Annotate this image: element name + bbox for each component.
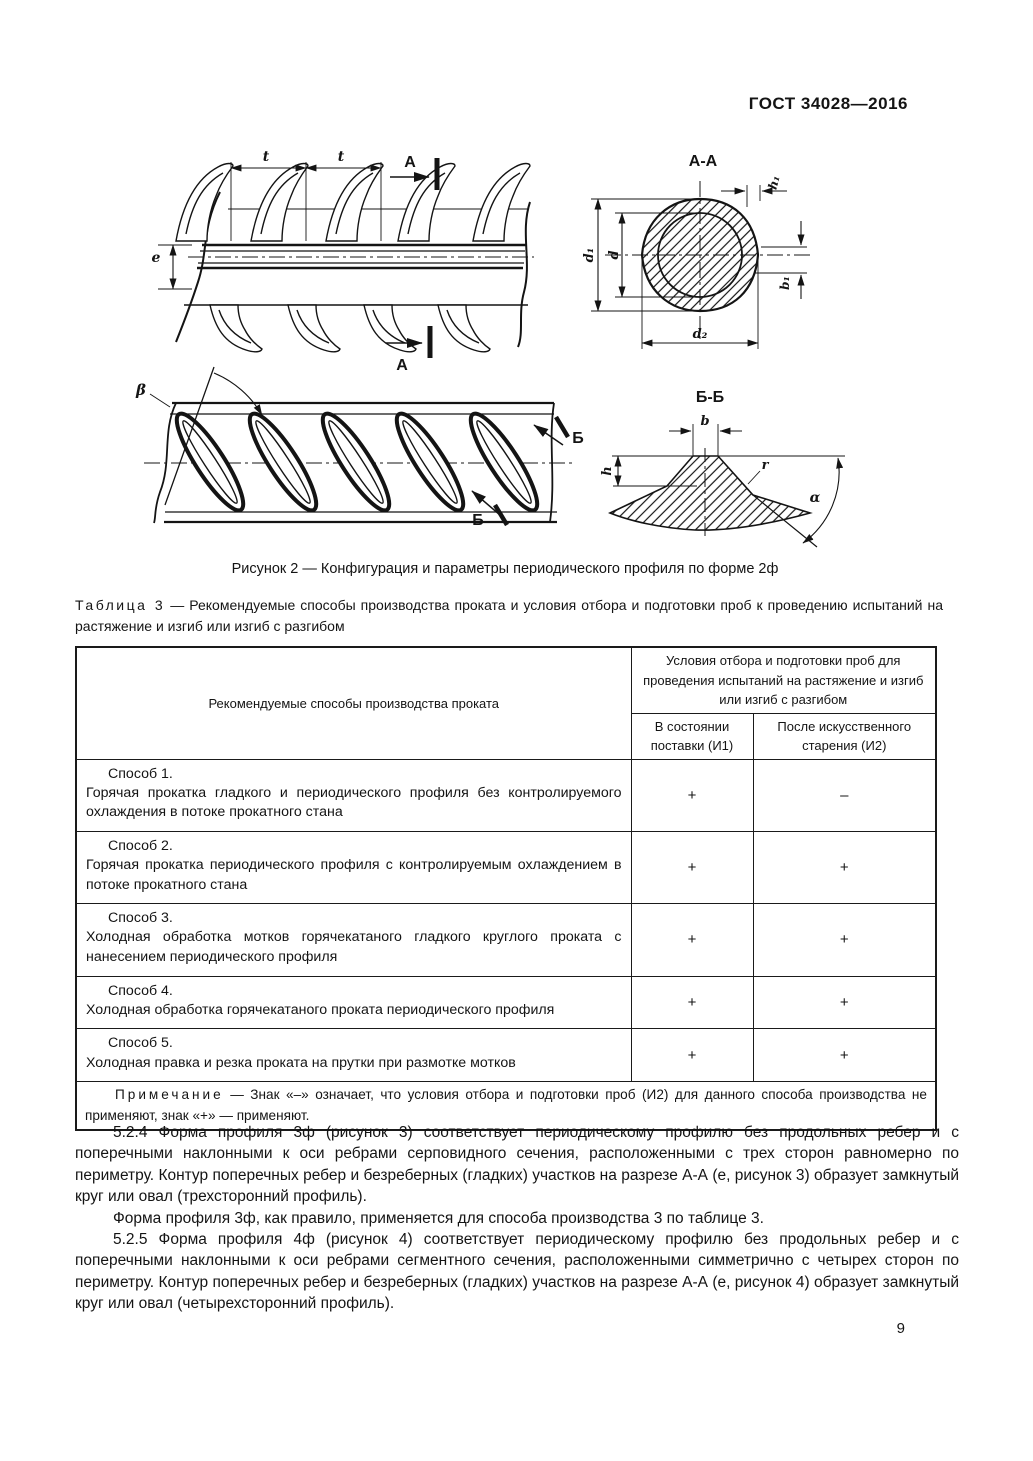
dim-h1-label: h₁ (765, 173, 783, 192)
method-title: Способ 3. (108, 910, 173, 927)
cross-section-shape (605, 181, 810, 341)
section-aa-drawing (575, 143, 960, 373)
document-number: ГОСТ 34028—2016 (748, 94, 908, 113)
i1-mark: + (631, 759, 753, 831)
section-b-label: Б (572, 430, 584, 447)
section-bb-drawing (585, 378, 975, 558)
e-dimension (158, 245, 192, 289)
column-header-i2: После искусственного старения (И2) (753, 713, 936, 759)
i2-mark: + (753, 976, 936, 1029)
i2-mark: + (753, 904, 936, 976)
table-row (76, 976, 936, 1029)
method-cell (76, 904, 631, 976)
dim-t2-label: t (337, 149, 345, 165)
method-title: Способ 4. (108, 982, 173, 999)
transverse-ribs-bottom (210, 305, 490, 352)
table-header-row-1 (76, 647, 936, 713)
i1-mark: + (631, 831, 753, 903)
dim-alpha-label: α (809, 490, 821, 506)
table-row (76, 904, 936, 976)
body-paragraphs (75, 1122, 959, 1314)
section-a-label: А (396, 357, 408, 372)
method-cell (76, 1029, 631, 1082)
column-header-group: Условия отбора и подготовки проб для проведения испытаний на растяжение и изгиб или изгиб с разгибом (631, 647, 936, 713)
production-methods-table (75, 646, 937, 1131)
i1-mark: + (631, 904, 753, 976)
dim-r-label: r (761, 458, 769, 473)
dim-b1-label: b₁ (778, 276, 792, 290)
column-header-method: Рекомендуемые способы производства проката (76, 647, 631, 759)
i2-mark: + (753, 831, 936, 903)
method-cell (76, 976, 631, 1029)
method-text: Холодная обработка мотков горячекатаного гладкого круглого проката с нанесением периодического профиля (86, 929, 622, 965)
i2-mark: – (753, 759, 936, 831)
method-text: Холодная обработка горячекатаного проката периодического профиля (86, 1001, 555, 1018)
table-title (75, 595, 943, 638)
dim-d-label: d (607, 250, 622, 260)
method-text: Горячая прокатка периодического профиля с контролируемым охлаждением в потоке прокатного стана (86, 857, 622, 893)
method-cell (76, 759, 631, 831)
method-text: Холодная правка и резка проката на прутки при размотке мотков (86, 1054, 516, 1071)
section-b-label: Б (472, 512, 484, 529)
table-row (76, 831, 936, 903)
section-mark-b-top (534, 417, 584, 447)
page-number: 9 (896, 1320, 905, 1337)
paragraph-5-2-5: 5.2.5 Форма профиля 4ф (рисунок 4) соответствует периодическому профилю без продольных ребер и с поперечными наклонными к оси ребрами сегментного сечения, расположенными симметрично с четырех сторон по периметру. Контур поперечных ребер и безреберных (гладких) участков на разрезе А-А (е, рисунок 4) образует замкнутый круг или овал (четырехсторонний профиль). (75, 1230, 959, 1312)
method-title: Способ 1. (108, 765, 173, 782)
dim-beta-label: β (136, 381, 146, 399)
table-row (76, 759, 936, 831)
section-mark-b-bottom (472, 491, 507, 529)
method-title: Способ 2. (108, 837, 173, 854)
figure-caption: Рисунок 2 — Конфигурация и параметры периодического профиля по форме 2ф (231, 561, 779, 577)
i1-mark: + (631, 1029, 753, 1082)
dim-e-label: e (151, 250, 161, 266)
note-label: Примечание (115, 1087, 224, 1103)
transverse-ribs-top (176, 164, 530, 242)
dim-b-label: b (700, 414, 710, 429)
section-aa-title: А-А (688, 153, 718, 170)
section-a-label: А (404, 154, 416, 171)
dim-t1-label: t (262, 149, 270, 165)
method-text: Горячая прокатка гладкого и периодического профиля без контролируемого охлаждения в потоке прокатного стана (86, 784, 622, 821)
note-text: — Знак «–» означает, что условия отбора и подготовки проб (И2) для данного способа производства не применяют, знак «+» — применяют. (85, 1087, 927, 1123)
paragraph-5-2-4-note: Форма профиля 3ф, как правило, применяется для способа производства 3 по таблице 3. (113, 1209, 764, 1227)
method-title: Способ 5. (108, 1035, 173, 1052)
table-label: Таблица 3 (75, 597, 166, 613)
table-title-text: — Рекомендуемые способы производства проката и условия отбора и подготовки проб к проведению испытаний на растяжение и изгиб или изгиб с разгибом (75, 597, 944, 635)
rebar-side-view-drawing (140, 142, 590, 372)
inclined-ribs (167, 407, 547, 518)
i1-mark: + (631, 976, 753, 1029)
dim-d1-label: d₁ (582, 247, 597, 263)
column-header-i1: В состоянии поставки (И1) (631, 713, 753, 759)
method-cell (76, 831, 631, 903)
paragraph-5-2-4: 5.2.4 Форма профиля 3ф (рисунок 3) соответствует периодическому профилю без продольных ребер и с поперечными наклонными к оси ребрами серповидного сечения, расположенными с трех сторон равномерно по периметру. Контур поперечных ребер и безреберных (гладких) участков на разрезе А-А (е, рисунок 3) образует замкнутый круг или овал (трехсторонний профиль). (75, 1124, 959, 1206)
rebar-inclined-ribs-drawing (110, 357, 590, 552)
dim-h-label: h (600, 466, 615, 476)
i2-mark: + (753, 1029, 936, 1082)
table-row (76, 1029, 936, 1082)
section-bb-title: Б-Б (695, 389, 725, 406)
dim-d2-label: d₂ (692, 327, 708, 342)
